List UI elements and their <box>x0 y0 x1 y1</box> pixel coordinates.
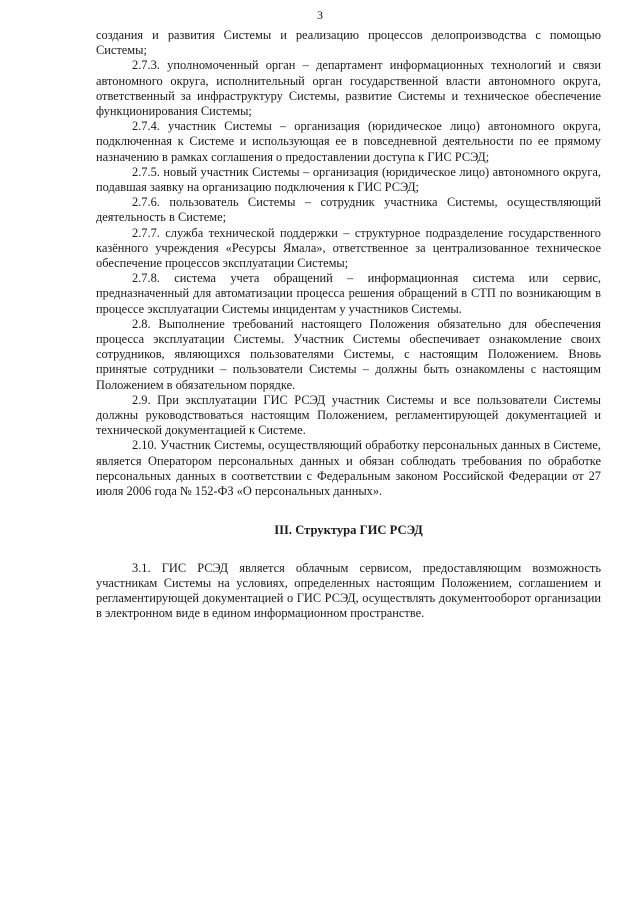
paragraph-2-9: 2.9. При эксплуатации ГИС РСЭД участник Системы и все пользователи Системы должны руководствоваться настоящим Положением, регламентирующей документацией и технической документацией к Системе. <box>96 392 601 438</box>
document-body <box>96 28 601 621</box>
paragraph-2-7-3: 2.7.3. уполномоченный орган – департамент информационных технологий и связи автономного округа, исполнительный орган государственной власти автономного округа, ответственный за инфраструктуру Системы, развитие Системы и техническое обеспечение функционирования Системы; <box>96 58 601 119</box>
paragraph-2-8: 2.8. Выполнение требований настоящего Положения обязательно для обеспечения процесса эксплуатации Системы. Участник Системы обеспечивает ознакомление своих сотрудников, являющихся пользователями Системы, с настоящим Положением. Вновь принятые сотрудники – пользователи Системы – должны быть ознакомлены с настоящим Положением в обязательном порядке. <box>96 316 601 392</box>
section-heading: III. Структура ГИС РСЭД <box>274 523 423 538</box>
paragraph-continuation: создания и развития Системы и реализацию процессов делопроизводства с помощью Системы; <box>96 28 601 58</box>
paragraph-2-7-5: 2.7.5. новый участник Системы – организация (юридическое лицо) автономного округа, подавшая заявку на организацию подключения к ГИС РСЭД; <box>96 164 601 195</box>
paragraph-2-7-4: 2.7.4. участник Системы – организация (юридическое лицо) автономного округа, подключенная к Системе и использующая ее в повседневной деятельности по ее прямому назначению в рамках соглашения о предоставлении доступа к ГИС РСЭД; <box>96 119 601 164</box>
page-number: 3 <box>317 8 323 22</box>
paragraph-3-1: 3.1. ГИС РСЭД является облачным сервисом, предоставляющим возможность участникам Системы на условиях, определенных настоящим Положением, соглашением и регламентирующей документацией о ГИС РСЭД, осуществлять документооборот организации в электронном виде в едином информационном пространстве. <box>96 560 601 621</box>
paragraph-2-7-6: 2.7.6. пользователь Системы – сотрудник участника Системы, осуществляющий деятельность в Системе; <box>96 195 601 225</box>
paragraph-2-7-8: 2.7.8. система учета обращений – информационная система или сервис, предназначенный для автоматизации процесса решения обращений в СТП по возникающим в процессе эксплуатации Системы инцидентам у участников Системы. <box>96 271 601 316</box>
paragraph-2-7-7: 2.7.7. служба технической поддержки – структурное подразделение государственного казённого учреждения «Ресурсы Ямала», ответственное за централизованное техническое обеспечение процессов эксплуатации Системы; <box>96 225 601 271</box>
paragraph-2-10: 2.10. Участник Системы, осуществляющий обработку персональных данных в Системе, является Оператором персональных данных и обязан соблюдать требования по обработке персональных данных в соответствии с Федеральным законом Российской Федерации от 27 июля 2006 года № 152-ФЗ «О персональных данных». <box>96 438 601 499</box>
